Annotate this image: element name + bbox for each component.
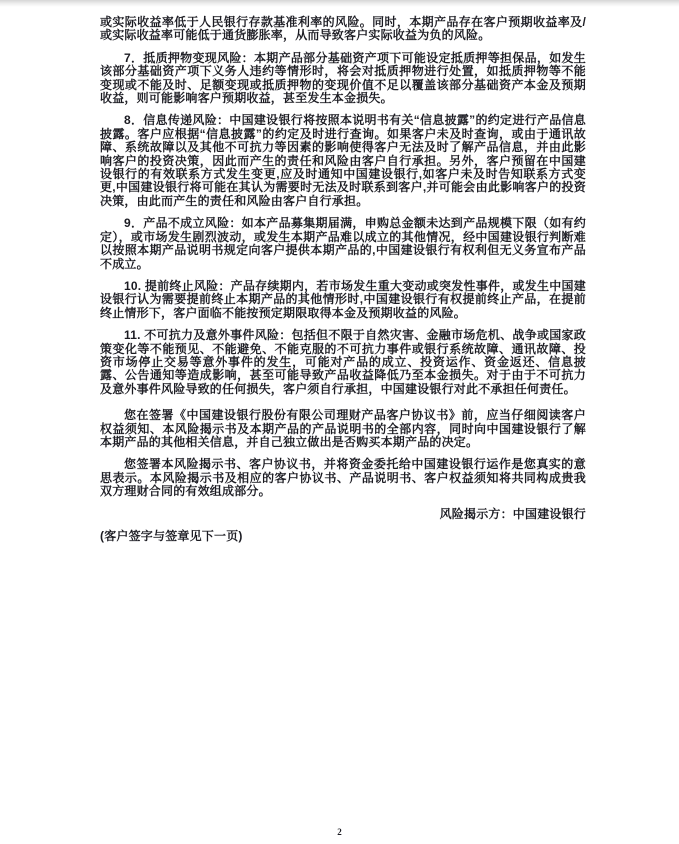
document-body <box>100 16 586 552</box>
customer-signature-note: (客户签字与签章见下一页) <box>100 529 243 543</box>
page-number: 2 <box>337 827 342 837</box>
risk-item-11: 11. 不可抗力及意外事件风险：包括但不限于自然灾害、金融市场危机、战争或国家政策变化等不能预见、不能避免、不能克服的不可抗力事件或银行系统故障、通讯故障、投资市场停止交易等意外事件的发生，可能对产品的成立、投资运作、资金返还、信息披露、公告通知等造成影响，甚至可能导致产品收益降低乃至本金损失。对于由于不可抗力及意外事件风险导致的任何损失，客户须自行承担，中国建设银行对此不承担任何责任。 <box>100 328 586 396</box>
page-top-shadow <box>0 0 679 7</box>
risk-item-9: 9．产品不成立风险：如本产品募集期届满，申购总金额未达到产品规模下限（如有约定），或市场发生剧烈波动，或发生本期产品难以成立的其他情况，经中国建设银行判断难以按照本期产品说明书规定向客户提供本期产品的,中国建设银行有权利但无义务宣布产品不成立。 <box>100 216 586 271</box>
closing-paragraph-1: 您在签署《中国建设银行股份有限公司理财产品客户协议书》前，应当仔细阅读客户权益须知、本风险揭示书及本期产品的产品说明书的全部内容，同时向中国建设银行了解本期产品的其他相关信息，并自己独立做出是否购买本期产品的决定。 <box>100 408 586 449</box>
risk-item-8: 8．信息传递风险：中国建设银行将按照本说明书有关“信息披露”的约定进行产品信息披露。客户应根据“信息披露”的约定及时进行查询。如果客户未及时查询，或由于通讯故障、系统故障以及其他不可抗力等因素的影响使得客户无法及时了解产品信息，并由此影响客户的投资决策，因此而产生的责任和风险由客户自行承担。另外，客户预留在中国建设银行的有效联系方式发生变更,应及时通知中国建设银行,如客户未及时告知联系方式变更,中国建设银行将可能在其认为需要时无法及时联系到客户,并可能会由此影响客户的投资决策，由此而产生的责任和风险由客户自行承担。 <box>100 113 586 208</box>
risk-discloser-signature: 风险揭示方：中国建设银行 <box>439 506 586 521</box>
risk-item-10: 10. 提前终止风险：产品存续期内，若市场发生重大变动或突发性事件，或发生中国建设银行认为需要提前终止本期产品的其他情形时,中国建设银行有权提前终止产品，在提前终止情形下，客户面临不能按预定期限取得本金及预期收益的风险。 <box>100 278 586 320</box>
risk-item-7: 7．抵质押物变现风险：本期产品部分基础资产项下可能设定抵质押等担保品，如发生该部分基础资产项下义务人违约等情形时，将会对抵质押物进行处置，如抵质押物等不能变现或不能及时、足额变现或抵质押物的变现价值不足以覆盖该部分基础资产本金及预期收益，则可能影响客户预期收益，甚至发生本金损失。 <box>100 50 586 106</box>
closing-paragraph-2: 您签署本风险揭示书、客户协议书，并将资金委托给中国建设银行运作是您真实的意思表示。本风险揭示书及相应的客户协议书、产品说明书、客户权益须知将共同构成贵我双方理财合同的有效组成部分。 <box>100 457 586 499</box>
paragraph-continuation: 或实际收益率低于人民银行存款基准利率的风险。同时，本期产品存在客户预期收益率及/或实际收益率可能低于通货膨胀率，从而导致客户实际收益为负的风险。 <box>100 15 586 43</box>
